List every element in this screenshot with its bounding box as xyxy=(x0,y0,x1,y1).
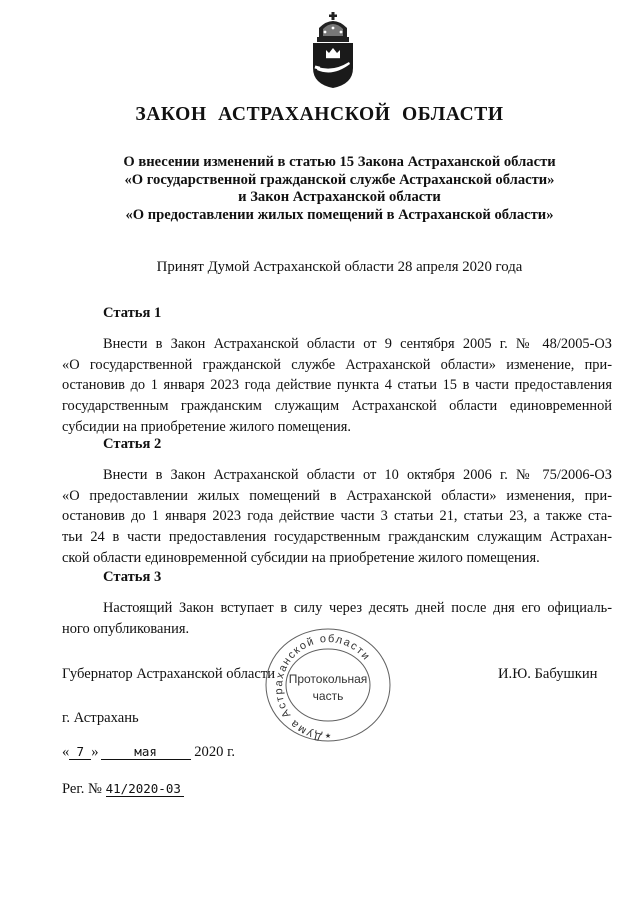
article-line: тьи 24 в части предоставления государственным гражданским служащим Астрахан- xyxy=(62,529,612,546)
date-close-quote: » xyxy=(91,744,99,760)
article-line: «О государственной гражданской службе Астраханской области» изменение, при- xyxy=(62,356,612,373)
signatory-name: И.Ю. Бабушкин xyxy=(498,666,598,682)
article-line: остановив до 1 января 2023 года действие пункта 4 статьи 15 в части предоставления xyxy=(62,377,612,394)
registration-value: 41/2020-03 xyxy=(106,781,184,797)
date-open-quote: « xyxy=(62,744,70,760)
article-line: «О предоставлении жилых помещений в Астраханской области» изменения, при- xyxy=(62,487,612,504)
law-subject xyxy=(60,154,619,224)
article-line: Настоящий Закон вступает в силу через десять дней после дня его официаль- xyxy=(103,600,612,616)
stamp-center-line: часть xyxy=(312,689,344,703)
document-title: ЗАКОН АСТРАХАНСКОЙ ОБЛАСТИ xyxy=(135,104,504,125)
shield-icon xyxy=(313,43,353,88)
signatory-position: Губернатор Астраханской области xyxy=(62,666,276,682)
article-line: государственным гражданским служащим Астраханской области единовременной xyxy=(62,398,612,415)
date-year: 2020 г. xyxy=(194,744,236,760)
article-line: ской области единовременной субсидии на приобретение жилого помещения. xyxy=(62,549,540,566)
article-3-heading: Статья 3 xyxy=(103,569,162,585)
subject-line: О внесении изменений в статью 15 Закона Астраханской области xyxy=(123,154,556,170)
star-icon: ★ xyxy=(324,732,332,740)
stamp-center-line: Протокольная xyxy=(288,672,368,686)
subject-line: «О предоставлении жилых помещений в Астраханской области» xyxy=(125,206,554,223)
article-2-text xyxy=(62,465,612,569)
subject-line: и Закон Астраханской области xyxy=(238,189,441,206)
date-day: 7 xyxy=(69,744,91,760)
subject-line: «О государственной гражданской службе Астраханской области» xyxy=(124,171,555,188)
stamp-ring-text: Дума Астраханской области xyxy=(272,632,373,743)
official-stamp xyxy=(262,625,394,745)
crown-icon xyxy=(317,12,349,42)
article-line: субсидии на приобретение жилого помещения. xyxy=(62,418,351,435)
article-line: Внести в Закон Астраханской области от 9 сентября 2005 г. № 48/2005-ОЗ xyxy=(103,336,612,352)
registration-label: Рег. № xyxy=(62,781,102,797)
article-line: ного опубликования. xyxy=(62,620,190,637)
article-line: Внести в Закон Астраханской области от 10 октября 2006 г. № 75/2006-ОЗ xyxy=(103,467,612,483)
adoption-statement: Принят Думой Астраханской области 28 апреля 2020 года xyxy=(156,259,523,275)
coat-of-arms-emblem xyxy=(305,10,361,90)
article-2-heading: Статья 2 xyxy=(103,436,162,452)
signing-date xyxy=(62,744,235,761)
date-month: мая xyxy=(101,744,191,760)
place-of-signing: г. Астрахань xyxy=(62,710,139,726)
article-line: остановив до 1 января 2023 года действие части 3 статьи 21, статьи 23, а также ста- xyxy=(62,508,612,525)
registration-number xyxy=(62,781,184,798)
article-1-heading: Статья 1 xyxy=(103,305,162,321)
article-1-text xyxy=(62,334,612,438)
